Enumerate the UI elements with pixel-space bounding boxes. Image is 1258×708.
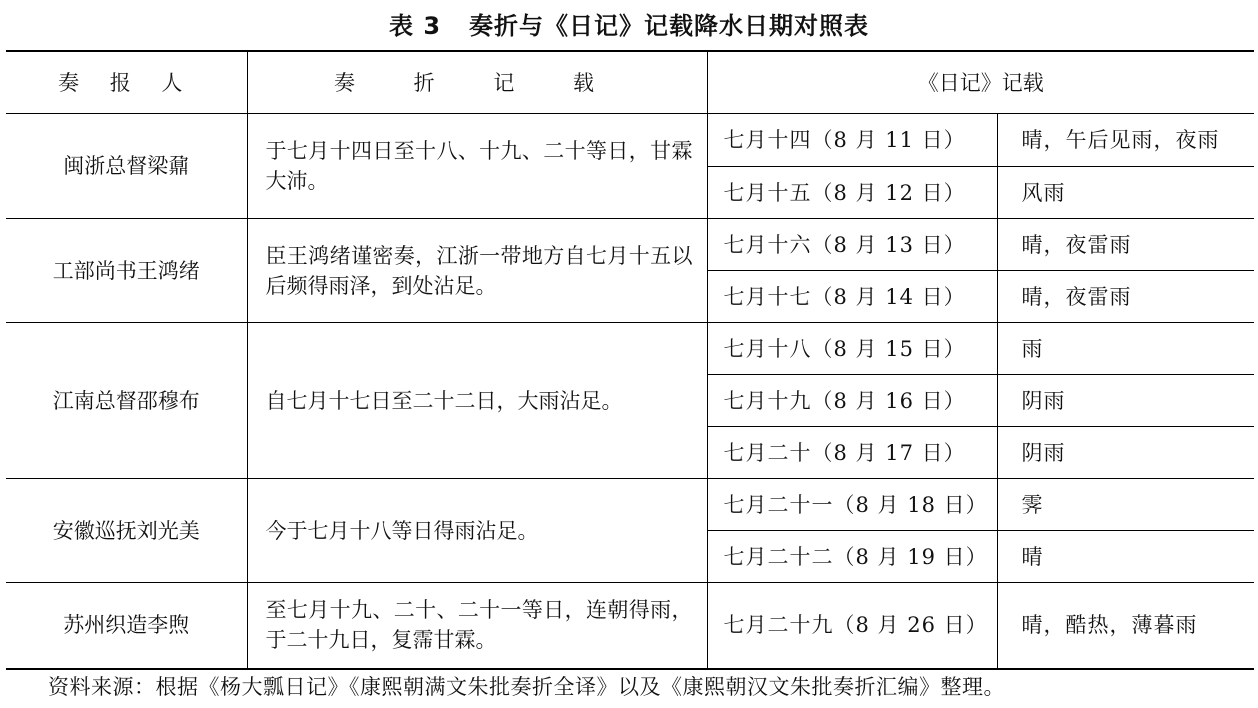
diary-weather-cell: 晴，酷热，薄暮雨 — [997, 583, 1254, 669]
diary-weather-cell: 风雨 — [997, 167, 1254, 219]
reporter-cell: 江南总督邵穆布 — [6, 323, 247, 479]
memorial-cell: 臣王鸿绪谨密奏，江浙一带地方自七月十五以后频得雨泽，到处沾足。 — [247, 219, 707, 323]
diary-weather-cell: 晴 — [997, 531, 1254, 583]
table-row — [6, 114, 1254, 167]
diary-weather-cell: 晴，午后见雨，夜雨 — [997, 114, 1254, 167]
diary-date-cell: 七月十五（8 月 12 日） — [707, 167, 997, 219]
table-row — [6, 479, 1254, 531]
diary-date-cell: 七月十八（8 月 15 日） — [707, 323, 997, 375]
table-row — [6, 323, 1254, 375]
diary-weather-cell: 阴雨 — [997, 375, 1254, 427]
source-note: 资料来源：根据《杨大瓢日记》《康熙朝满文朱批奏折全译》以及《康熙朝汉文朱批奏折汇编》整理。 — [48, 675, 1005, 699]
reporter-cell: 闽浙总督梁鼐 — [6, 114, 247, 219]
memorial-cell: 于七月十四日至十八、十九、二十等日，甘霖大沛。 — [247, 114, 707, 219]
comparison-table — [6, 50, 1254, 670]
header-memorial: 奏 折 记 载 — [247, 51, 707, 114]
reporter-cell: 工部尚书王鸿绪 — [6, 219, 247, 323]
reporter-cell: 安徽巡抚刘光美 — [6, 479, 247, 583]
diary-date-cell: 七月十四（8 月 11 日） — [707, 114, 997, 167]
diary-date-cell: 七月二十一（8 月 18 日） — [707, 479, 997, 531]
table-number: 表 3 — [388, 12, 442, 40]
memorial-cell: 至七月十九、二十、二十一等日，连朝得雨，于二十九日，复霈甘霖。 — [247, 583, 707, 669]
diary-weather-cell: 晴，夜雷雨 — [997, 271, 1254, 323]
header-reporter: 奏 报 人 — [6, 51, 247, 114]
memorial-cell: 自七月十七日至二十二日，大雨沾足。 — [247, 323, 707, 479]
diary-date-cell: 七月十七（8 月 14 日） — [707, 271, 997, 323]
diary-date-cell: 七月十六（8 月 13 日） — [707, 219, 997, 271]
header-diary: 《日记》记载 — [707, 51, 1254, 114]
diary-weather-cell: 阴雨 — [997, 427, 1254, 479]
table-caption — [0, 8, 1258, 44]
memorial-cell: 今于七月十八等日得雨沾足。 — [247, 479, 707, 583]
diary-weather-cell: 晴，夜雷雨 — [997, 219, 1254, 271]
reporter-cell: 苏州织造李煦 — [6, 583, 247, 669]
diary-weather-cell: 雨 — [997, 323, 1254, 375]
table-row — [6, 219, 1254, 271]
diary-date-cell: 七月二十二（8 月 19 日） — [707, 531, 997, 583]
diary-date-cell: 七月二十九（8 月 26 日） — [707, 583, 997, 669]
diary-date-cell: 七月二十（8 月 17 日） — [707, 427, 997, 479]
diary-weather-cell: 霁 — [997, 479, 1254, 531]
header-row — [6, 51, 1254, 114]
table-title: 奏折与《日记》记载降水日期对照表 — [469, 12, 870, 40]
table-row — [6, 583, 1254, 669]
diary-date-cell: 七月十九（8 月 16 日） — [707, 375, 997, 427]
